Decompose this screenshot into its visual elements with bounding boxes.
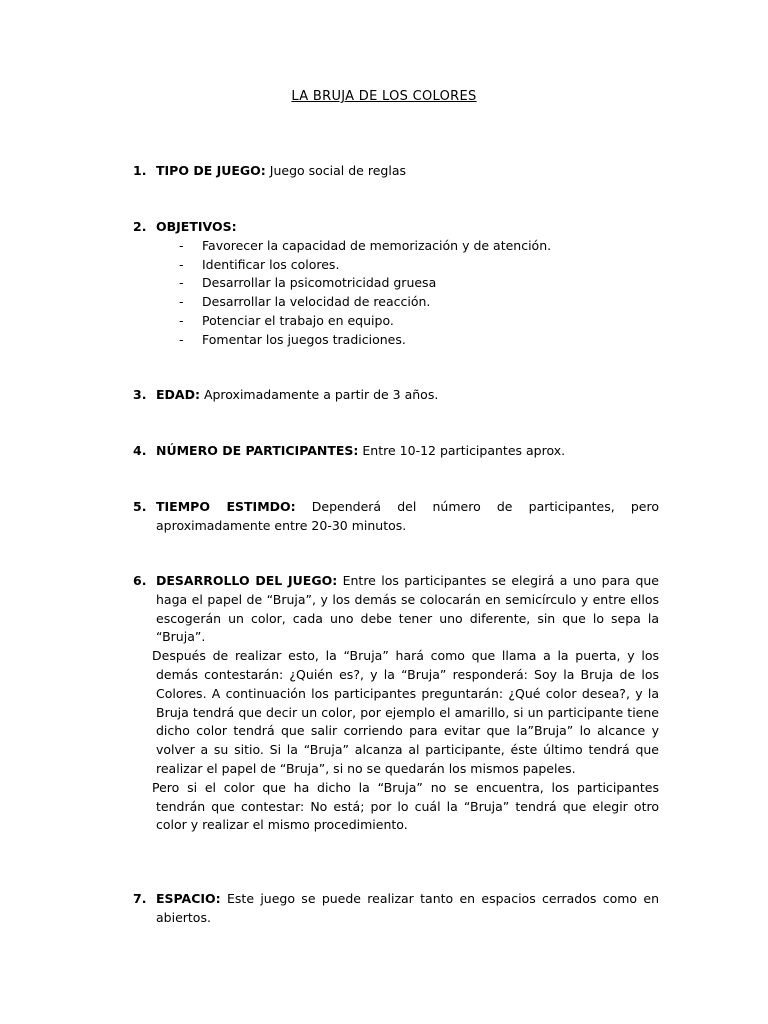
section-label: ESPACIO: xyxy=(156,891,221,906)
section-edad xyxy=(133,386,659,405)
section-number: 3. xyxy=(133,387,147,402)
list-item: - Potenciar el trabajo en equipo. xyxy=(179,312,394,328)
section-number: 6. xyxy=(133,573,147,588)
section-tiempo-estimado xyxy=(133,498,659,536)
section-text: Dependerá del número de participantes, pero aproximadamente entre 20-30 minutos. xyxy=(156,499,659,533)
section-label: NÚMERO DE PARTICIPANTES: xyxy=(156,443,359,458)
section-text: Juego social de reglas xyxy=(265,163,406,178)
list-item: - Desarrollar la psicomotricidad gruesa xyxy=(179,275,437,291)
section-espacio xyxy=(133,890,659,928)
paragraph xyxy=(133,572,659,647)
list-item: - Favorecer la capacidad de memorización y de atención. xyxy=(179,237,552,253)
section-text: Aproximadamente a partir de 3 años. xyxy=(199,387,439,402)
section-number: 4. xyxy=(133,443,147,458)
section-number: 7. xyxy=(133,891,147,906)
objectives-list xyxy=(133,237,659,350)
section-label: TIEMPO ESTIMDO: xyxy=(156,499,296,514)
paragraph: Pero si el color que ha dicho la “Bruja” no se encuentra, los participantes tendrán que contestar: No está; por lo cuál la “Bruja” tendrá que elegir otro color y realizar el mismo procedimiento. xyxy=(152,779,659,833)
section-label: TIPO DE JUEGO: xyxy=(156,163,266,178)
section-objetivos xyxy=(133,218,659,350)
section-label: DESARROLLO DEL JUEGO: xyxy=(156,573,338,588)
section-text: Este juego se puede realizar tanto en espacios cerrados como en abiertos. xyxy=(156,891,659,925)
section-number: 1. xyxy=(133,163,147,178)
document-title: LA BRUJA DE LOS COLORES xyxy=(291,89,477,104)
section-number: 2. xyxy=(133,219,147,234)
section-tipo-de-juego xyxy=(133,162,659,181)
list-item: - Desarrollar la velocidad de reacción. xyxy=(179,294,431,310)
section-label: EDAD: xyxy=(156,387,200,402)
list-item: - Fomentar los juegos tradiciones. xyxy=(179,331,406,347)
section-label: OBJETIVOS: xyxy=(156,219,237,234)
section-number: 5. xyxy=(133,499,147,514)
list-item: - Identificar los colores. xyxy=(179,256,340,272)
paragraph: Después de realizar esto, la “Bruja” hará como que llama a la puerta, y los demás contestarán: ¿Quién es?, y la “Bruja” responderá: Soy la Bruja de los Colores. A continuación los participantes preguntarán: ¿Qué color desea?, y la Bruja tendrá que decir un color, por ejemplo el amarillo, si un participante tiene dicho color tendrá que salir corriendo para evitar que la”Bruja” lo alcance y volver a su sitio. Si la “Bruja” alcanza al participante, éste último tendrá que realizar el papel de “Bruja”, si no se quedarán los mismos papeles. xyxy=(152,648,659,776)
section-desarrollo xyxy=(133,572,659,835)
section-numero-participantes xyxy=(133,442,659,461)
section-text: Entre 10-12 participantes aprox. xyxy=(358,443,566,458)
section-text: Entre los participantes se elegirá a uno para que haga el papel de “Bruja”, y los demás se colocarán en semicírculo y entre ellos escogerán un color, cada uno debe tener uno diferente, sin que lo sepa la “Bruja”. xyxy=(156,573,660,645)
